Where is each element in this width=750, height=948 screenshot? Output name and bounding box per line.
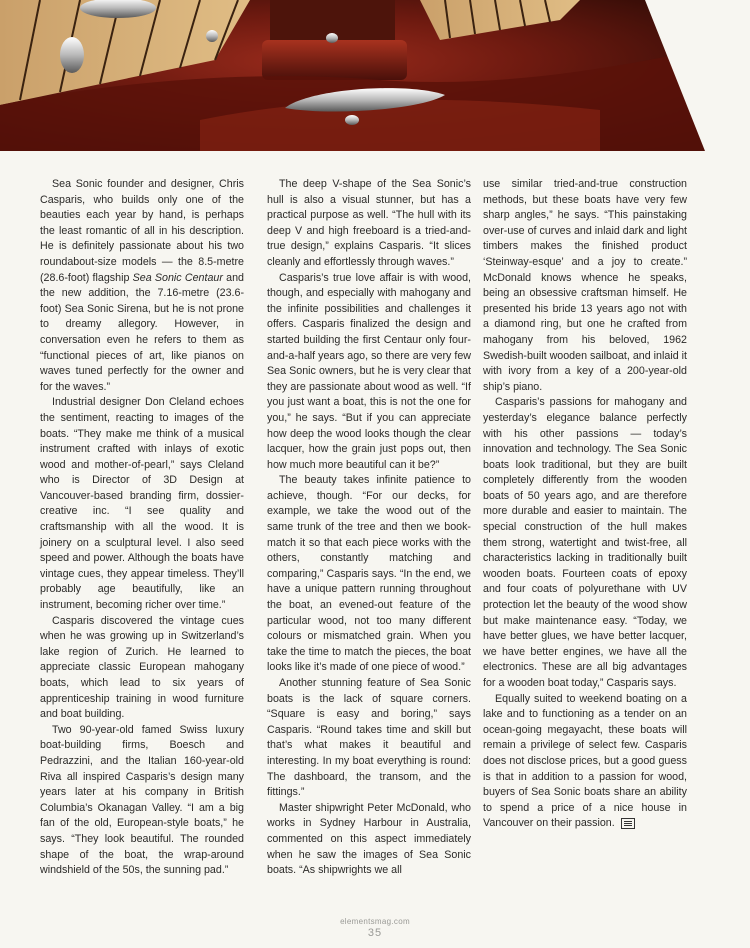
paragraph: Two 90-year-old famed Swiss luxury boat-building firms, Boesch and Pedrazzini, and the Italian 160-year-old Riva all inspired Casparis’s design many years later at his company in British Columbia’s Okanagan Valley. “I am a big fan of the old, European-style boats,” he says. “They look beautiful. The rounded shape of the boat, the wrap-around windshield of the 50s, the sunning pad.”	[40, 723, 244, 877]
paragraph: Casparis’s true love affair is with wood, though, and especially with mahogany and the infinite possibilities and challenges it offers. Casparis finalized the design and started building the first Centaur only four-and-a-half years ago, so there are very few Sea Sonic owners, but he is very clear that they are passionate about wood as well. “If you just want a boat, this is not the one for you,” he says. “But if you can appreciate how deep the wood looks though the clear lacquer, how the grain just pops out, then how much more beautiful can it be?”	[267, 271, 471, 471]
boat-deck-illustration	[0, 0, 750, 151]
paragraph: The beauty takes infinite patience to achieve, though. “For our decks, for example, we take the wood out of the same trunk of the tree and then we book-match it so that each piece works with the others, constantly matching and comparing,” Casparis says. “In the end, we have a unique pattern running throughout the boat, an evened-out feature of the particular wood, not too many different colours or mismatched grain. When you take the time to match the pieces, the boat looks like it’s made of one piece of wood.”	[267, 474, 471, 674]
paragraph: Casparis discovered the vintage cues when he was growing up in Switzerland’s lake region of Zurich. He learned to appreciate classic European mahogany boats, which lead to six years of apprenticeship training in wood furniture and boat building.	[40, 614, 244, 721]
paragraph: Industrial designer Don Cleland echoes the sentiment, reacting to images of the boats. “They make me think of a musical instrument crafted with inlays of exotic wood and mother-of-pearl,” says Cleland who is Director of 3D Design at Vancouver-based branding firm, dossier-creative inc. “I see quality and craftsmanship with all the wood. It is joinery on a sculptural level. I also seed speed and power. Although the boats have vintage cues, they appear timeless. They’ll probably age beautifully, like an instrument, becoming richer over time.”	[40, 396, 244, 612]
paragraph: Casparis’s passions for mahogany and yesterday’s elegance balance perfectly with his other passions — today’s innovation and technology. The Sea Sonic boats look traditional, but they are built completely differently from the wooden boats of 50 years ago, and are therefore more durable and easier to maintain. The special construction of the hull makes them strong, watertight and twist-free, all characteristics lacking in traditionally built wooden boats. Fourteen coats of epoxy and four coats of polyurethane with UV protection let the beauty of the wood show but make maintenance easy. “Today, we have better glues, we have better lacquer, we have better engines, we have all the electronics. These are all big advantages for a wooden boat today,” Casparis says.	[483, 396, 687, 689]
hero-photo	[0, 0, 750, 151]
paragraph: use similar tried-and-true construction methods, but these boats have very few sharp angles,” he says. “This painstaking over-use of curves and inlaid dark and light timbers makes the finished product ‘Steinway-esque’ and a joy to create.” McDonald knows whence he speaks, being an obsessive craftsman himself. He presented his bride 13 years ago not with a diamond ring, but one he crafted from mahogany from his beloved, 1962 Swedish-built wooden sailboat, and inlaid it with ivory from a key of a 200-year-old ship’s piano.	[483, 178, 687, 393]
paragraph: Master shipwright Peter McDonald, who works in Sydney Harbour in Australia, commented on this aspect immediately when he saw the images of Sea Sonic boats. “As shipwrights we all	[267, 801, 471, 877]
footer-website: elementsmag.com	[340, 917, 410, 926]
end-of-article-icon	[621, 818, 635, 829]
paragraph: The deep V-shape of the Sea Sonic’s hull is also a visual stunner, but has a practical purpose as well. “The hull with its deep V and high freeboard is a tried-and-true design,” explains Casparis. “It slices cleanly and effortlessly through waves.”	[267, 178, 471, 268]
article-body	[40, 177, 710, 877]
paragraph: Sea Sonic founder and designer, Chris Casparis, who builds only one of the beauties each year by hand, is perhaps the least romantic of all in his description. He is definitely passionate about his two roundabout-size models — the 8.5-metre (28.6-foot) flagship Sea Sonic Centaur and the new addition, the 7.16-metre (23.6-foot) Sea Sonic Sirena, but he is not prone to dreamy allegory. However, in conversation even he refers to them as “functional pieces of art, like pianos on waves tuned perfectly for the owner and for the waves.”	[40, 178, 244, 393]
article-column-3	[483, 177, 687, 832]
article-column-2	[267, 177, 471, 879]
boat-model-name: Sea Sonic Centaur	[132, 271, 223, 284]
paragraph: Equally suited to weekend boating on a lake and to functioning as a tender on an ocean-going megayacht, these boats will remain a privilege of select few. Casparis does not disclose prices, but a good guess is that in addition to a passion for wood, buyers of Sea Sonic boats share an ability to spend a price of a nice house in Vancouver on their passion.	[483, 692, 687, 830]
paragraph: Another stunning feature of Sea Sonic boats is the lack of square corners. “Square is easy and boring,” says Casparis. “Round takes time and skill but that’s what makes it beautiful and interesting. In my boat everything is round: The dashboard, the transom, and the fittings.”	[267, 677, 471, 799]
article-column-1	[40, 177, 244, 879]
page-number: 35	[367, 927, 383, 939]
